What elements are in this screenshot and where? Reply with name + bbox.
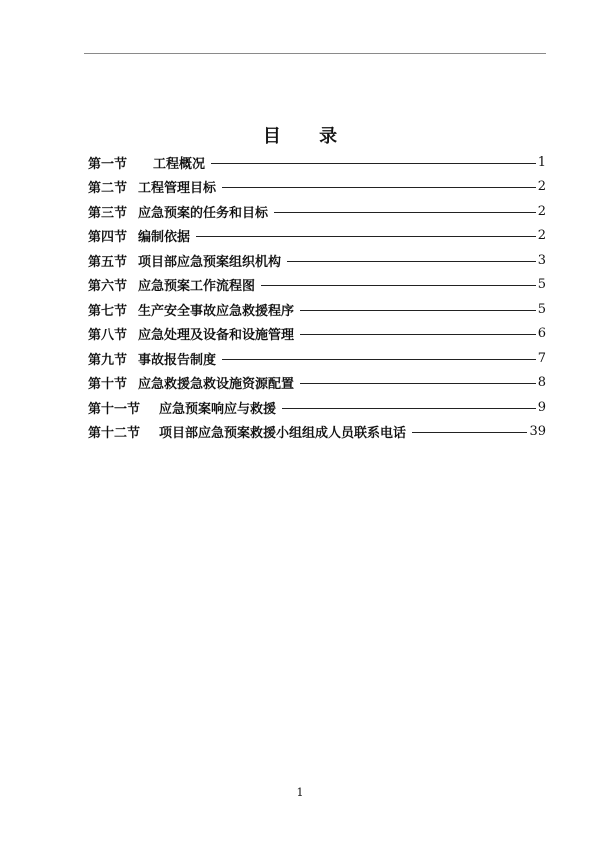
page-number: 1 — [296, 786, 304, 799]
toc-page-number: 6 — [537, 326, 546, 342]
toc-heading: 目 录 — [262, 126, 354, 147]
toc-entry[interactable] — [88, 175, 546, 200]
toc-entry[interactable] — [88, 150, 546, 175]
toc-leader-line — [196, 236, 536, 237]
toc-entry[interactable] — [88, 273, 546, 298]
toc-section-title: 应急预案响应与救援 — [159, 401, 277, 417]
toc-entry[interactable] — [88, 297, 546, 322]
toc-page-number: 39 — [529, 424, 546, 440]
toc-section-number: 第三节 — [88, 205, 128, 221]
toc-entry[interactable] — [88, 420, 546, 445]
toc-leader-line — [222, 187, 536, 188]
toc-section-title: 项目部应急预案组织机构 — [138, 254, 282, 270]
toc-page-number: 5 — [537, 301, 546, 317]
toc-page-number: 7 — [537, 350, 546, 366]
toc-section-title: 应急处理及设备和设施管理 — [138, 328, 295, 344]
toc-entry[interactable] — [88, 199, 546, 224]
toc-entry[interactable] — [88, 322, 546, 347]
header-rule — [84, 53, 546, 54]
toc-leader-line — [211, 163, 536, 164]
toc-entry[interactable] — [88, 371, 546, 396]
toc-section-number: 第九节 — [88, 352, 128, 368]
toc-leader-line — [300, 310, 536, 311]
toc-section-title: 应急预案工作流程图 — [138, 279, 256, 295]
toc-page-number: 8 — [537, 375, 546, 391]
toc-leader-line — [300, 383, 536, 384]
toc-section-title: 应急救援急救设施资源配置 — [138, 377, 295, 393]
toc-section-title: 应急预案的任务和目标 — [138, 205, 269, 221]
toc-page-number: 2 — [537, 179, 546, 195]
toc-section-number: 第八节 — [88, 328, 128, 344]
toc-page-number: 5 — [537, 277, 546, 293]
toc-section-title: 生产安全事故应急救援程序 — [138, 303, 295, 319]
toc-leader-line — [412, 432, 527, 433]
toc-page-number: 2 — [537, 203, 546, 219]
toc-page-number: 9 — [537, 399, 546, 415]
toc-section-number: 第十二节 — [88, 426, 141, 442]
toc-section-number: 第十节 — [88, 377, 128, 393]
toc-section-title: 工程管理目标 — [138, 181, 217, 197]
toc-leader-line — [222, 359, 536, 360]
toc-entry[interactable] — [88, 395, 546, 420]
toc-section-number: 第七节 — [88, 303, 128, 319]
toc-leader-line — [261, 285, 536, 286]
toc-section-number: 第十一节 — [88, 401, 141, 417]
toc-section-title: 工程概况 — [153, 156, 206, 172]
toc-entry[interactable] — [88, 346, 546, 371]
toc-entry[interactable] — [88, 224, 546, 249]
toc-entry[interactable] — [88, 248, 546, 273]
toc-page-number: 1 — [537, 154, 546, 170]
toc-section-number: 第四节 — [88, 230, 128, 246]
toc-leader-line — [282, 408, 536, 409]
toc-page-number: 3 — [537, 252, 546, 268]
toc-leader-line — [287, 261, 536, 262]
toc-section-title: 事故报告制度 — [138, 352, 217, 368]
toc-leader-line — [274, 212, 536, 213]
table-of-contents — [88, 150, 546, 444]
toc-page-number: 2 — [537, 228, 546, 244]
toc-section-title: 编制依据 — [138, 230, 191, 246]
toc-section-number: 第二节 — [88, 181, 128, 197]
toc-section-number: 第一节 — [88, 156, 128, 172]
toc-section-number: 第六节 — [88, 279, 128, 295]
toc-leader-line — [300, 334, 536, 335]
toc-section-number: 第五节 — [88, 254, 128, 270]
toc-section-title: 项目部应急预案救援小组组成人员联系电话 — [159, 426, 407, 442]
